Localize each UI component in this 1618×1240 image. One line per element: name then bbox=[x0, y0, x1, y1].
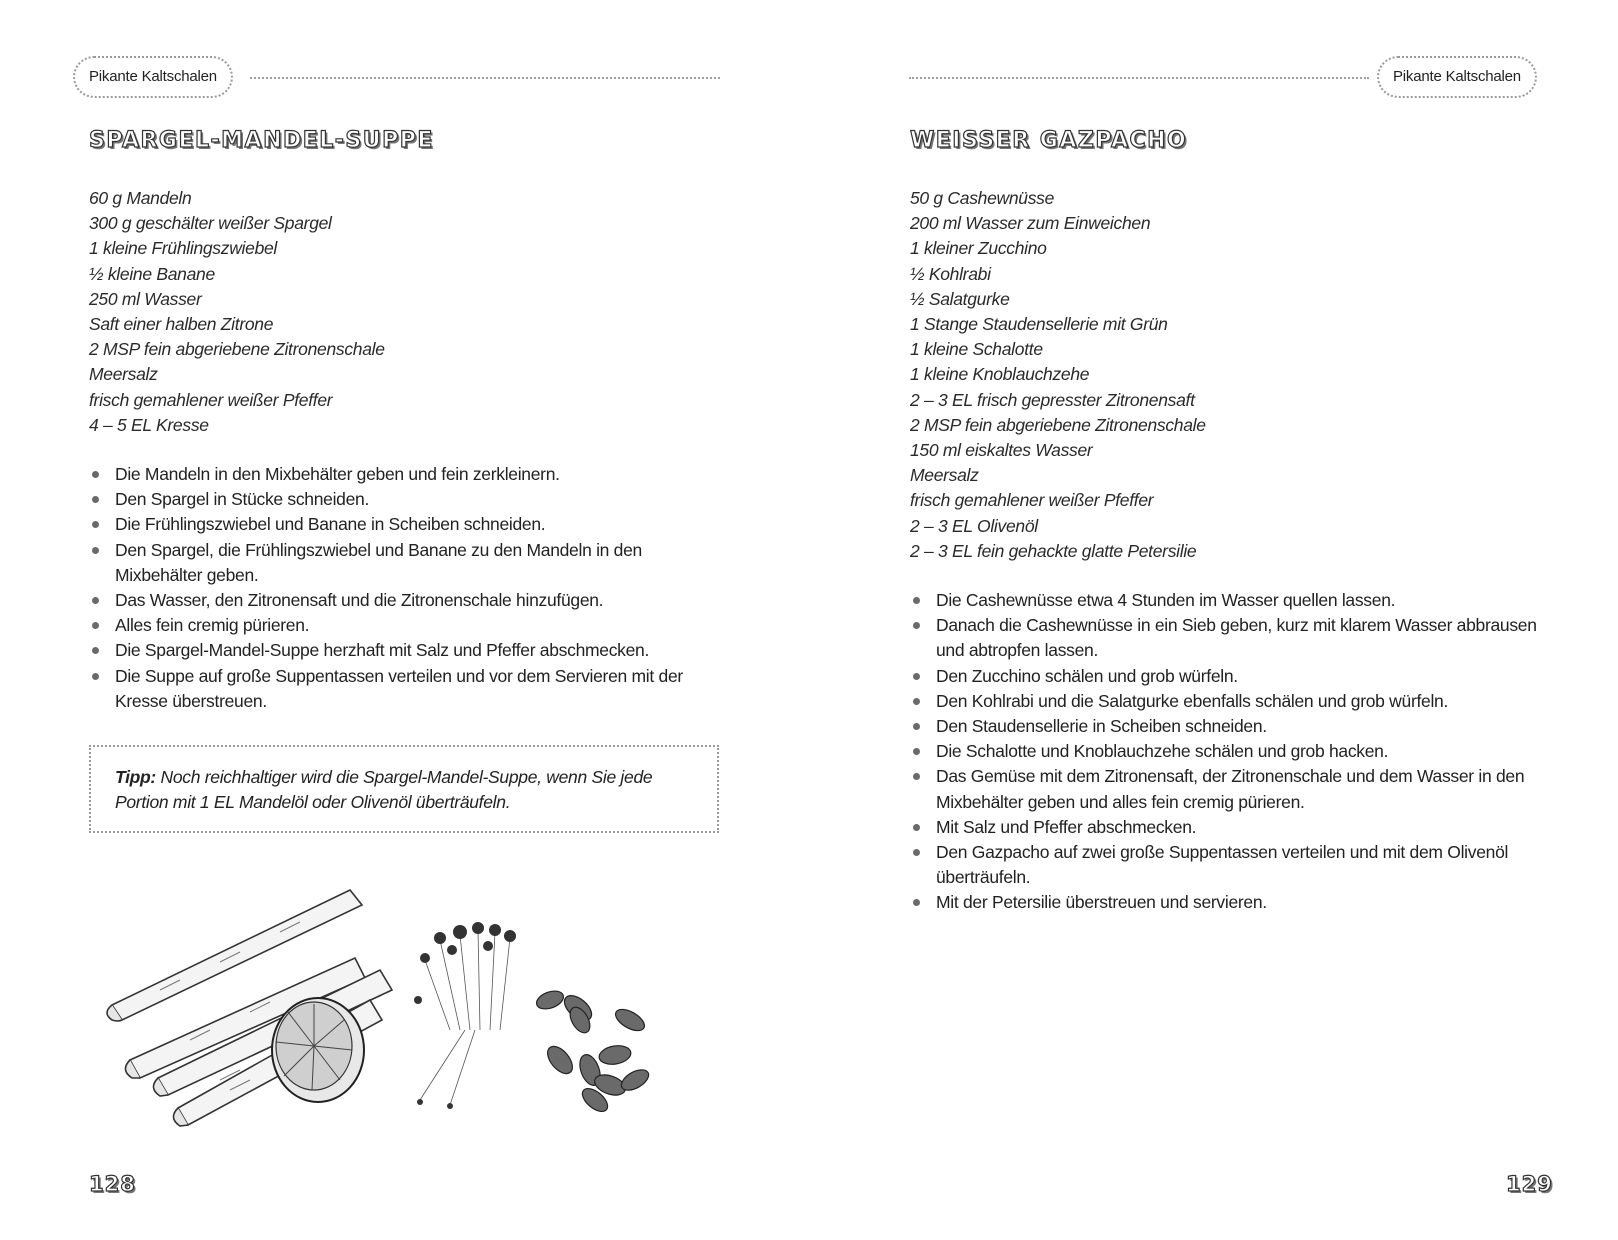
bullet-icon bbox=[92, 597, 99, 604]
instruction-list bbox=[910, 588, 1540, 916]
bullet-icon bbox=[913, 849, 920, 856]
instruction-step: Den Spargel, die Frühlingszwiebel und Banane zu den Mandeln in den Mixbehälter geben. bbox=[89, 538, 729, 588]
ingredient-item: 4 – 5 EL Kresse bbox=[89, 414, 209, 435]
instruction-step: Das Gemüse mit dem Zitronensaft, der Zitronenschale und dem Wasser in den Mixbehälter geben und alles fein cremig pürieren. bbox=[910, 764, 1540, 814]
ingredient-item: 1 kleine Frühlingszwiebel bbox=[89, 238, 278, 259]
bullet-icon bbox=[913, 723, 920, 730]
instruction-step: Die Cashewnüsse etwa 4 Stunden im Wasser quellen lassen. bbox=[910, 588, 1540, 613]
asparagus-lemon-cress-almonds-illustration bbox=[100, 880, 700, 1140]
ingredient-item: 2 MSP fein abgeriebene Zitronenschale bbox=[89, 339, 385, 360]
instruction-step: Den Gazpacho auf zwei große Suppentassen verteilen und mit dem Olivenöl überträufeln. bbox=[910, 840, 1540, 890]
ingredient-item: 200 ml Wasser zum Einweichen bbox=[910, 213, 1151, 234]
illustration-icon bbox=[100, 880, 700, 1140]
bullet-icon bbox=[92, 547, 99, 554]
instruction-step: Die Mandeln in den Mixbehälter geben und fein zerkleinern. bbox=[89, 462, 729, 487]
ingredient-item: 50 g Cashewnüsse bbox=[910, 188, 1055, 208]
bullet-icon bbox=[92, 521, 99, 528]
instruction-step: Danach die Cashewnüsse in ein Sieb geben, kurz mit klarem Wasser abbrausen und abtropfen lassen. bbox=[910, 613, 1540, 663]
bullet-icon bbox=[913, 773, 920, 780]
recipe-title: WEISSER GAZPACHO bbox=[910, 128, 1188, 153]
bullet-icon bbox=[92, 471, 99, 478]
ingredient-item: 1 kleine Schalotte bbox=[910, 339, 1043, 360]
bullet-icon bbox=[92, 647, 99, 654]
instruction-step: Den Staudensellerie in Scheiben schneiden. bbox=[910, 714, 1540, 739]
ingredient-item: 1 kleiner Zucchino bbox=[910, 238, 1047, 259]
tip-text: Noch reichhaltiger wird die Spargel-Mandel-Suppe, wenn Sie jede Portion mit 1 EL Mandelöl oder Olivenöl überträufeln. bbox=[115, 767, 653, 813]
section-header-pill: Pikante Kaltschalen bbox=[1377, 56, 1537, 98]
bullet-icon bbox=[913, 673, 920, 680]
ingredient-item: ½ Salatgurke bbox=[910, 288, 1010, 309]
ingredient-item: 2 MSP fein abgeriebene Zitronenschale bbox=[910, 414, 1206, 435]
tip-label: Tipp: bbox=[115, 767, 156, 787]
ingredient-item: 300 g geschälter weißer Spargel bbox=[89, 213, 332, 234]
ingredient-item: 2 – 3 EL frisch gepresster Zitronensaft bbox=[910, 389, 1195, 410]
bullet-icon bbox=[913, 824, 920, 831]
bullet-icon bbox=[92, 496, 99, 503]
ingredient-item: Meersalz bbox=[89, 364, 158, 385]
instruction-step: Alles fein cremig pürieren. bbox=[89, 613, 729, 638]
instruction-step: Mit der Petersilie überstreuen und servieren. bbox=[910, 890, 1540, 915]
bullet-icon bbox=[92, 673, 99, 680]
instruction-list bbox=[89, 462, 729, 714]
ingredient-item: ½ Kohlrabi bbox=[910, 263, 991, 284]
bullet-icon bbox=[913, 899, 920, 906]
ingredient-item: 1 Stange Staudensellerie mit Grün bbox=[910, 314, 1168, 335]
instruction-step: Die Spargel-Mandel-Suppe herzhaft mit Salz und Pfeffer abschmecken. bbox=[89, 638, 729, 663]
ingredient-item: 2 – 3 EL Olivenöl bbox=[910, 515, 1038, 536]
header-dotted-rule bbox=[250, 77, 720, 79]
bullet-icon bbox=[92, 622, 99, 629]
ingredient-item: Meersalz bbox=[910, 465, 979, 486]
instruction-step: Die Schalotte und Knoblauchzehe schälen und grob hacken. bbox=[910, 739, 1540, 764]
instruction-step: Die Suppe auf große Suppentassen verteilen und vor dem Servieren mit der Kresse überstreuen. bbox=[89, 664, 729, 714]
header-dotted-rule bbox=[909, 77, 1369, 79]
ingredient-item: 2 – 3 EL fein gehackte glatte Petersilie bbox=[910, 540, 1197, 561]
right-page bbox=[809, 0, 1618, 1240]
ingredient-item: frisch gemahlener weißer Pfeffer bbox=[89, 389, 333, 410]
recipe-title: SPARGEL-MANDEL-SUPPE bbox=[89, 128, 434, 153]
ingredient-item: 250 ml Wasser bbox=[89, 288, 202, 309]
ingredient-item: 150 ml eiskaltes Wasser bbox=[910, 440, 1093, 461]
ingredient-list bbox=[89, 186, 385, 438]
bullet-icon bbox=[913, 597, 920, 604]
section-header-pill: Pikante Kaltschalen bbox=[73, 56, 233, 98]
instruction-step: Die Frühlingszwiebel und Banane in Scheiben schneiden. bbox=[89, 512, 729, 537]
ingredient-list bbox=[910, 186, 1206, 564]
ingredient-item: ½ kleine Banane bbox=[89, 263, 215, 284]
instruction-step: Den Zucchino schälen und grob würfeln. bbox=[910, 664, 1540, 689]
page-number: 128 bbox=[89, 1172, 136, 1196]
instruction-step: Den Kohlrabi und die Salatgurke ebenfalls schälen und grob würfeln. bbox=[910, 689, 1540, 714]
instruction-step: Das Wasser, den Zitronensaft und die Zitronenschale hinzufügen. bbox=[89, 588, 729, 613]
instruction-step: Den Spargel in Stücke schneiden. bbox=[89, 487, 729, 512]
ingredient-item: 1 kleine Knoblauchzehe bbox=[910, 364, 1090, 385]
ingredient-item: 60 g Mandeln bbox=[89, 188, 192, 208]
bullet-icon bbox=[913, 698, 920, 705]
instruction-step: Mit Salz und Pfeffer abschmecken. bbox=[910, 815, 1540, 840]
ingredient-item: Saft einer halben Zitrone bbox=[89, 314, 274, 335]
bullet-icon bbox=[913, 622, 920, 629]
tip-box bbox=[89, 745, 719, 833]
ingredient-item: frisch gemahlener weißer Pfeffer bbox=[910, 490, 1154, 511]
bullet-icon bbox=[913, 748, 920, 755]
page-number: 129 bbox=[1506, 1172, 1553, 1196]
